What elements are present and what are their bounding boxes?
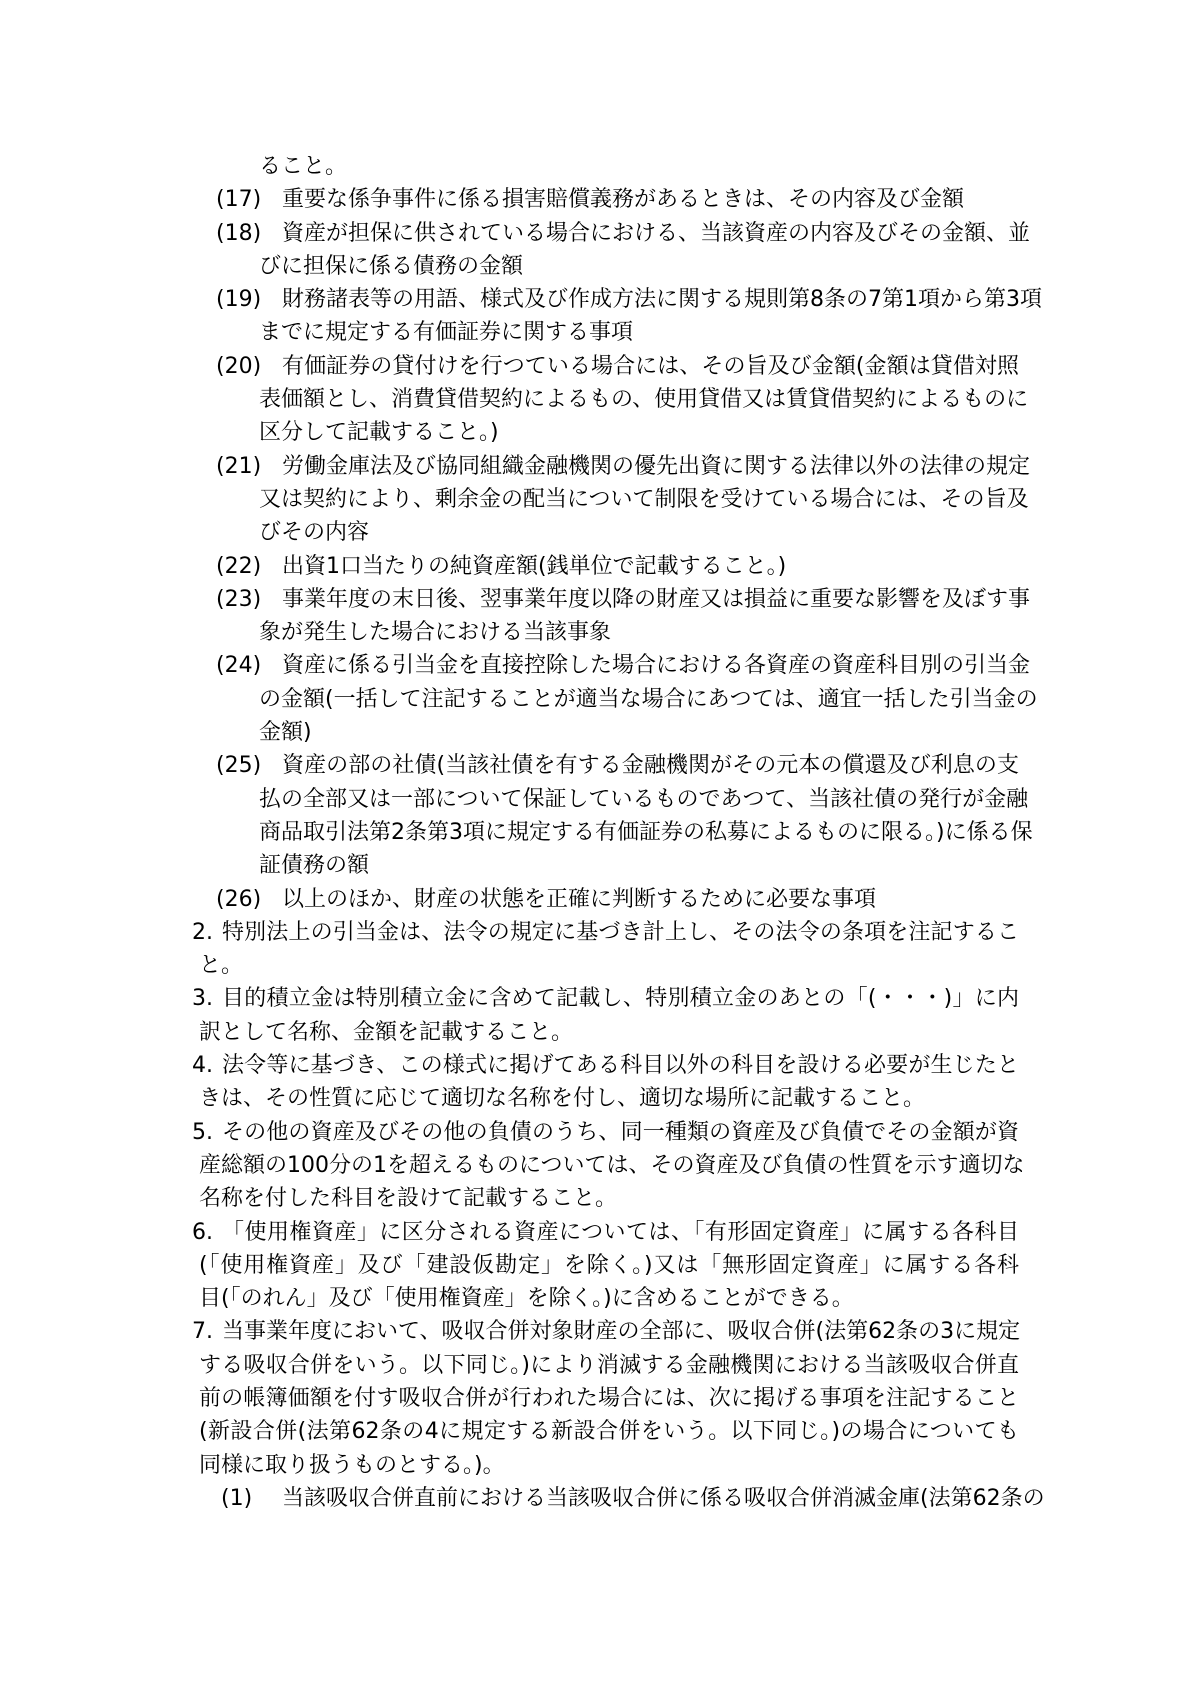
- list-item-continuation: [0, 316, 1181, 349]
- list-item: [0, 982, 1181, 1015]
- item-text: までに規定する有価証券に関する事項: [259, 320, 634, 346]
- list-item: [0, 350, 1181, 383]
- list-item-continuation: [0, 1349, 1181, 1382]
- item-text: 当該吸収合併直前における当該吸収合併に係る吸収合併消滅金庫(法第62条の: [282, 1485, 1045, 1511]
- list-item-continuation: [0, 1149, 1181, 1182]
- item-number: 6.: [192, 1219, 213, 1245]
- list-item: [0, 283, 1181, 316]
- list-item: [0, 450, 1181, 483]
- line-text: ること。: [259, 154, 348, 179]
- item-text: 以上のほか、財産の状態を正確に判断するために必要な事項: [282, 886, 877, 912]
- item-text: と。: [199, 953, 244, 979]
- list-item: [0, 1315, 1181, 1348]
- list-item-continuation: [0, 816, 1181, 849]
- item-number: 5.: [192, 1119, 213, 1145]
- item-text: 払の全部又は一部について保証しているものであつて、当該社債の発行が金融: [259, 786, 1029, 812]
- item-text: 当事業年度において、吸収合併対象財産の全部に、吸収合併(法第62条の3に規定: [222, 1319, 1021, 1345]
- list-item: [0, 749, 1181, 782]
- item-text: 資産が担保に供されている場合における、当該資産の内容及びその金額、並: [282, 220, 1031, 246]
- list-item: [0, 1116, 1181, 1149]
- item-text: 目(「のれん」及び「使用権資産」を除く。)に含めることができる。: [199, 1286, 854, 1312]
- list-item-continuation: [0, 1449, 1181, 1482]
- item-text: (「使用権資産」及び「建設仮勘定」を除く。)又は「無形固定資産」に属する各科: [199, 1252, 1019, 1278]
- item-text: その他の資産及びその他の負債のうち、同一種類の資産及び負債でその金額が資: [222, 1119, 1019, 1145]
- list-item: [0, 916, 1181, 949]
- list-item-continuation: [0, 683, 1181, 716]
- list-item-continuation: [0, 1182, 1181, 1215]
- item-text: 有価証券の貸付けを行つている場合には、その旨及び金額(金額は貸借対照: [282, 353, 1019, 379]
- item-text: 金額): [259, 720, 312, 746]
- item-text: (新設合併(法第62条の4に規定する新設合併をいう。以下同じ。)の場合についても: [199, 1419, 1019, 1445]
- item-number: 3.: [192, 986, 213, 1012]
- item-text: 法令等に基づき、この様式に掲げてある科目以外の科目を設ける必要が生じたと: [222, 1053, 1019, 1079]
- list-item-continuation: [0, 1082, 1181, 1115]
- list-item: [0, 1482, 1181, 1515]
- list-item-continuation: [0, 250, 1181, 283]
- list-item-continuation: [0, 1282, 1181, 1315]
- item-text: 象が発生した場合における当該事象: [259, 620, 612, 646]
- item-number: (18): [216, 220, 262, 246]
- item-text: 資産に係る引当金を直接控除した場合における各資産の資産科目別の引当金: [282, 653, 1031, 679]
- list-item: [0, 183, 1181, 216]
- list-item-continuation: [0, 616, 1181, 649]
- item-text: 目的積立金は特別積立金に含めて記載し、特別積立金のあとの「(・・・)」に内: [222, 986, 1019, 1012]
- item-text: 商品取引法第2条第3項に規定する有価証券の私募によるものに限る。)に係る保: [259, 819, 1033, 845]
- list-item-continuation: [0, 1415, 1181, 1448]
- list-item: [0, 217, 1181, 250]
- list-item-continuation: [0, 383, 1181, 416]
- item-text: 産総額の100分の1を超えるものについては、その資産及び負債の性質を示す適切な: [199, 1152, 1025, 1178]
- item-number: (17): [216, 187, 262, 213]
- list-item-continuation: [0, 849, 1181, 882]
- list-item: [0, 583, 1181, 616]
- item-number: (21): [216, 453, 262, 479]
- item-text: 訳として名称、金額を記載すること。: [199, 1019, 574, 1045]
- item-number: (23): [216, 586, 262, 612]
- item-text: びに担保に係る債務の金額: [259, 253, 524, 279]
- list-item: [0, 1049, 1181, 1082]
- item-text: 同様に取り扱うものとする。)。: [199, 1452, 505, 1478]
- item-text: きは、その性質に応じて適切な名称を付し、適切な場所に記載すること。: [199, 1086, 926, 1112]
- item-number: (24): [216, 653, 262, 679]
- item-number: (22): [216, 553, 262, 579]
- item-text: 特別法上の引当金は、法令の規定に基づき計上し、その法令の条項を注記するこ: [222, 919, 1019, 945]
- item-number: 7.: [192, 1319, 213, 1345]
- item-text: 証債務の額: [259, 853, 370, 879]
- item-text: の金額(一括して注記することが適当な場合にあつては、適宜一括した引当金の: [259, 686, 1038, 712]
- item-text: びその内容: [259, 520, 370, 546]
- item-number: 2.: [192, 919, 213, 945]
- item-text: 出資1口当たりの純資産額(銭単位で記載すること。): [282, 553, 787, 579]
- list-item: [0, 1216, 1181, 1249]
- item-number: (1): [221, 1485, 253, 1511]
- item-text: 名称を付した科目を設けて記載すること。: [199, 1186, 618, 1212]
- list-item-continuation: [0, 949, 1181, 982]
- list-item-continuation: [0, 1382, 1181, 1415]
- item-text: 表価額とし、消費貸借契約によるもの、使用貸借又は賃貸借契約によるものに: [259, 387, 1029, 413]
- list-item-continuation: [0, 716, 1181, 749]
- item-number: (19): [216, 287, 262, 313]
- item-number: (26): [216, 886, 262, 912]
- item-text: する吸収合併をいう。以下同じ。)により消滅する金融機関における当該吸収合併直: [199, 1352, 1019, 1378]
- item-text: 区分して記載すること。): [259, 420, 499, 446]
- continued-line: [0, 150, 1181, 183]
- list-item-continuation: [0, 483, 1181, 516]
- item-text: 財務諸表等の用語、様式及び作成方法に関する規則第8条の7第1項から第3項: [282, 287, 1042, 313]
- list-item-continuation: [0, 516, 1181, 549]
- item-text: 又は契約により、剰余金の配当について制限を受けている場合には、その旨及: [259, 486, 1029, 512]
- item-number: 4.: [192, 1053, 213, 1079]
- document-page: [0, 150, 1181, 1515]
- item-text: 「使用権資産」に区分される資産については、「有形固定資産」に属する各科目: [222, 1219, 1019, 1245]
- list-item: [0, 649, 1181, 682]
- list-item: [0, 883, 1181, 916]
- item-text: 前の帳簿価額を付す吸収合併が行われた場合には、次に掲げる事項を注記すること: [199, 1385, 1019, 1411]
- item-number: (20): [216, 353, 262, 379]
- item-text: 資産の部の社債(当該社債を有する金融機関がその元本の償還及び利息の支: [282, 753, 1019, 779]
- list-item-continuation: [0, 1016, 1181, 1049]
- item-text: 労働金庫法及び協同組織金融機関の優先出資に関する法律以外の法律の規定: [282, 453, 1031, 479]
- item-text: 事業年度の末日後、翌事業年度以降の財産又は損益に重要な影響を及ぼす事: [282, 586, 1031, 612]
- list-item-continuation: [0, 783, 1181, 816]
- list-item-continuation: [0, 1249, 1181, 1282]
- list-item-continuation: [0, 416, 1181, 449]
- item-text: 重要な係争事件に係る損害賠償義務があるときは、その内容及び金額: [282, 187, 965, 213]
- list-item: [0, 550, 1181, 583]
- item-number: (25): [216, 753, 262, 779]
